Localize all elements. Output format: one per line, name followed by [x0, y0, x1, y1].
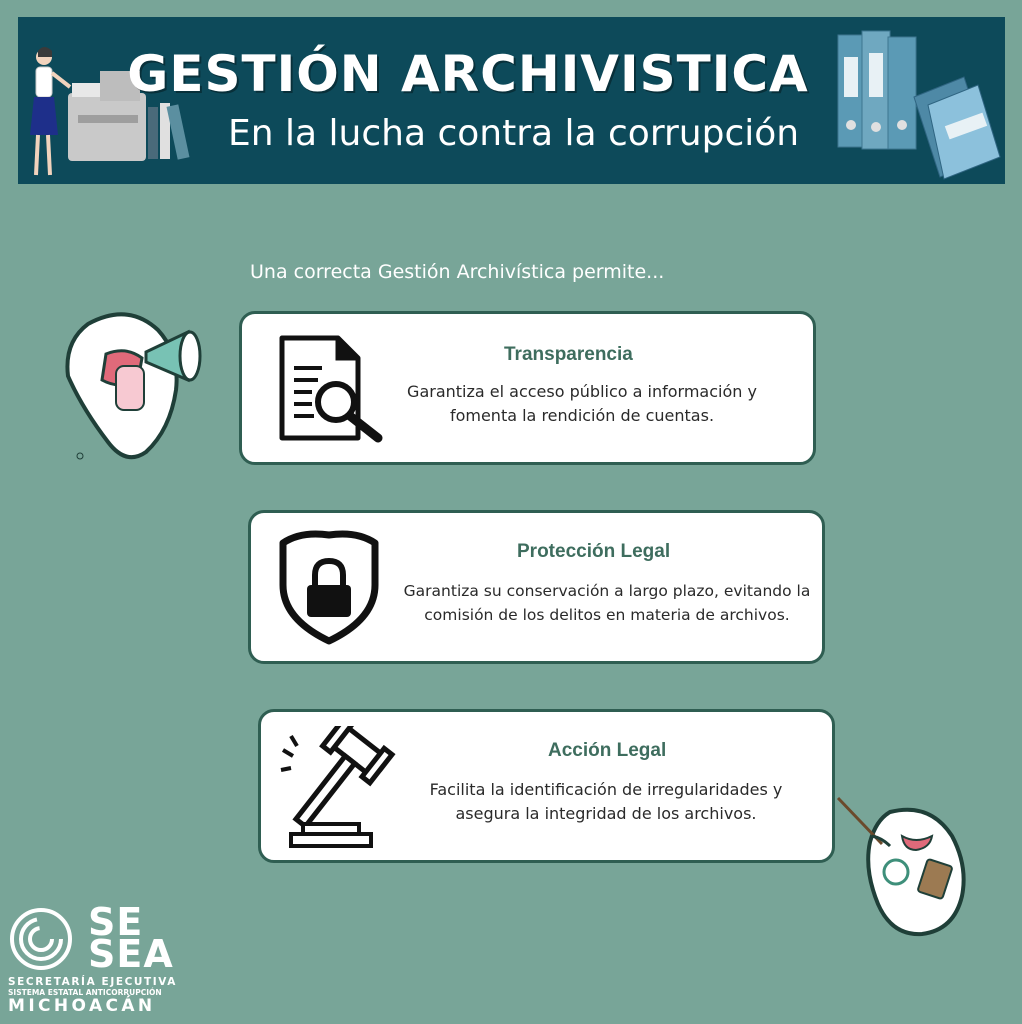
mascot-pointer-sticker — [832, 792, 982, 937]
banner-title: GESTIÓN ARCHIVISTICA — [127, 45, 809, 103]
banner-subtitle: En la lucha contra la corrupción — [228, 113, 800, 154]
gavel-icon — [279, 726, 419, 852]
card-title-accion-legal: Acción Legal — [548, 740, 667, 761]
sesea-circle-logo-icon — [8, 906, 74, 972]
logo-sea: SEA — [88, 932, 174, 976]
card-title-transparencia: Transparencia — [504, 344, 633, 365]
binders-folders-illustration — [836, 27, 1004, 182]
card-description-transparencia — [362, 380, 802, 428]
mascot-megaphone-sticker — [58, 312, 218, 464]
description-line-2: fomenta la rendición de cuentas. — [449, 406, 715, 425]
description-line-2: asegura la integridad de los archivos. — [455, 804, 757, 823]
intro-text: Una correcta Gestión Archivística permite... — [250, 261, 665, 283]
card-description-accion-legal — [411, 778, 801, 826]
header-banner — [18, 17, 1005, 184]
logo-michoacan: MICHOACÁN — [8, 996, 156, 1016]
description-line-1: Facilita la identificación de irregularidades y — [429, 780, 783, 799]
card-proteccion-legal — [248, 510, 825, 664]
card-transparencia — [239, 311, 816, 465]
card-title-proteccion-legal: Protección Legal — [517, 541, 671, 562]
sesea-logo — [6, 900, 186, 1018]
description-line-1: Garantiza su conservación a largo plazo, evitando la — [403, 582, 811, 600]
description-line-1: Garantiza el acceso público a información y — [407, 382, 757, 401]
logo-se: SE — [88, 900, 144, 944]
shield-lock-icon — [277, 529, 381, 645]
description-line-2: comisión de los delitos en materia de archivos. — [424, 606, 790, 624]
card-accion-legal — [258, 709, 835, 863]
card-description-proteccion-legal — [389, 579, 825, 627]
logo-secretaria: SECRETARÍA EJECUTIVA — [8, 976, 178, 988]
logo-sistema: SISTEMA ESTATAL ANTICORRUPCIÓN — [8, 988, 162, 997]
